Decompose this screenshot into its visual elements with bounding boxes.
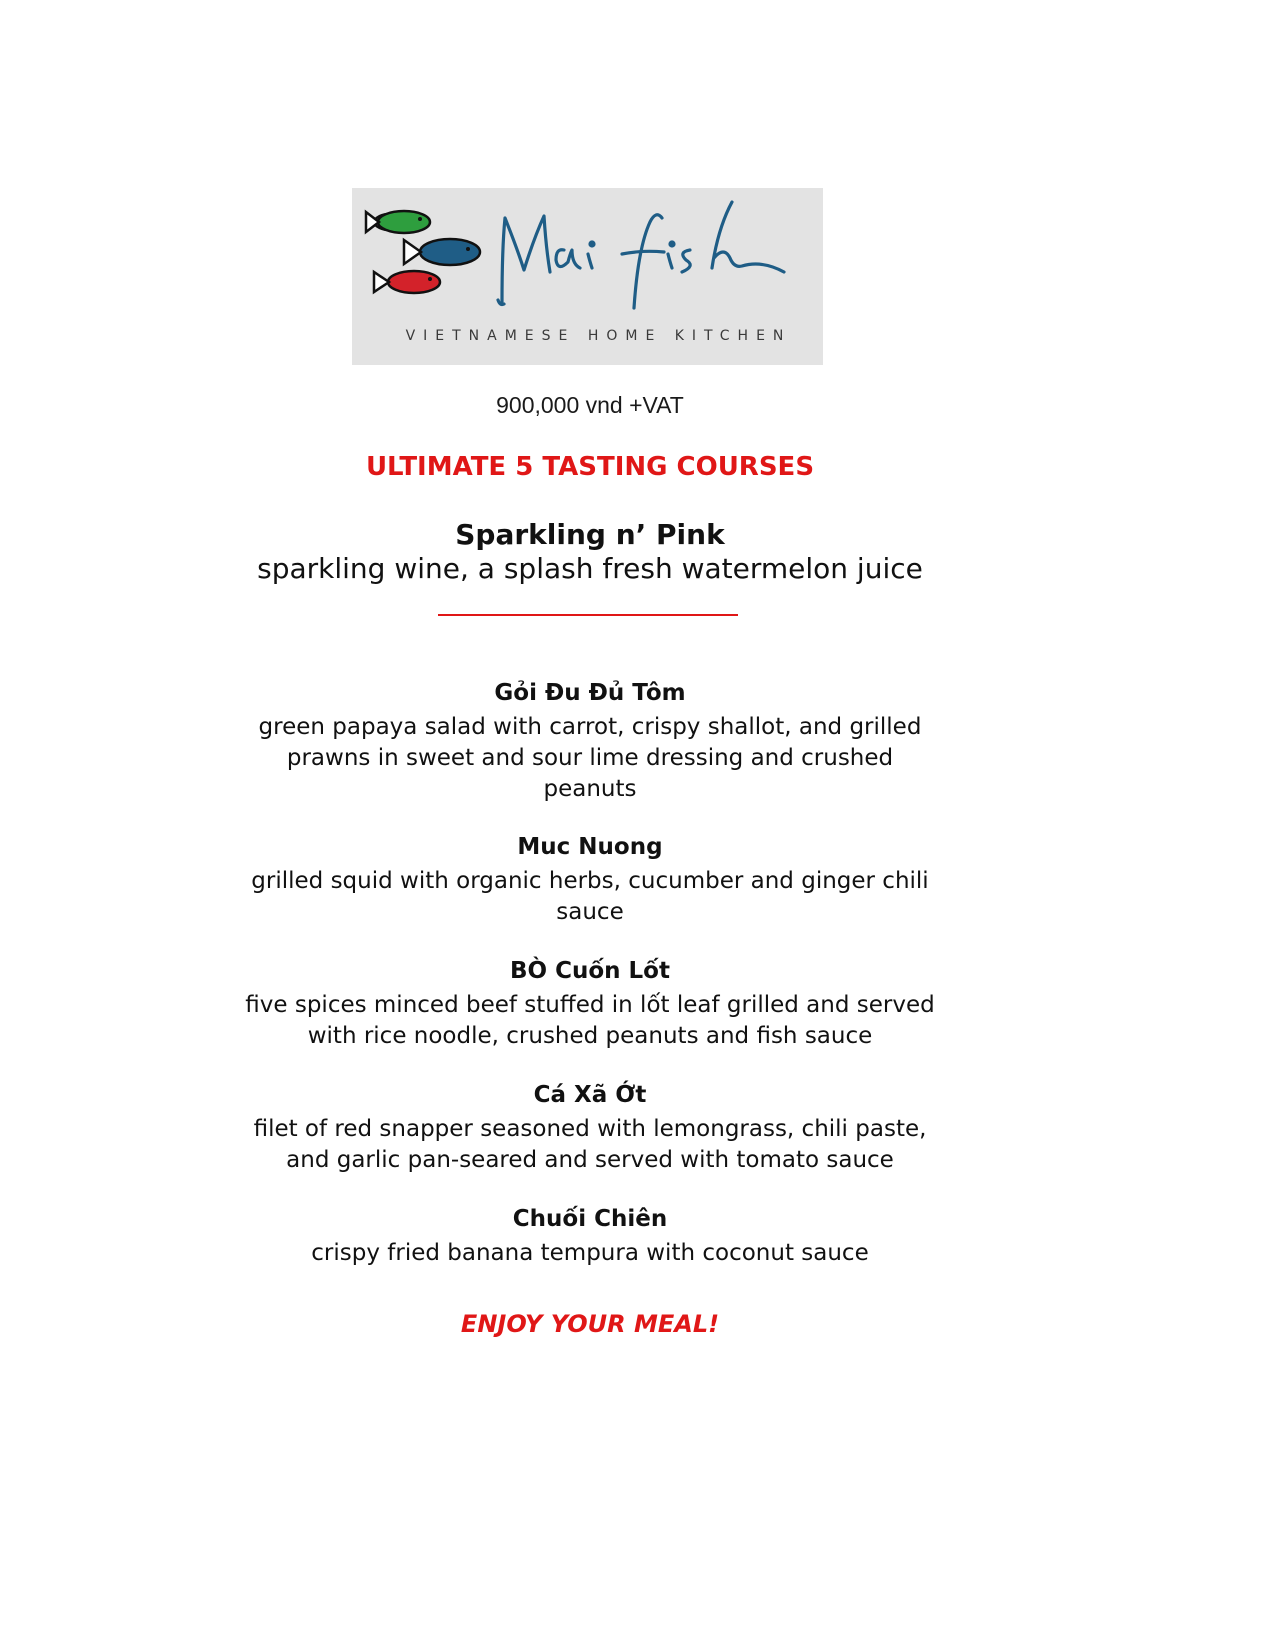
logo-artwork — [352, 188, 823, 328]
course-title: Chuối Chiên — [512, 1206, 668, 1232]
section-divider — [438, 614, 738, 616]
course-description-line: peanuts — [543, 776, 637, 802]
green-fish-icon — [366, 211, 430, 233]
brand-script — [498, 202, 784, 308]
course-description-line: with rice noodle, crushed peanuts and fish sauce — [307, 1023, 873, 1049]
course-title: BÒ Cuốn Lốt — [510, 958, 670, 984]
course-description-line: green papaya salad with carrot, crispy shallot, and grilled — [258, 714, 922, 740]
blue-fish-icon — [404, 239, 480, 265]
drink-title: Sparkling n’ Pink — [455, 518, 725, 551]
course-title: Cá Xã Ớt — [533, 1082, 647, 1108]
course-title: Gỏi Đu Đủ Tôm — [494, 680, 686, 706]
course-description-line: crispy fried banana tempura with coconut sauce — [311, 1240, 869, 1266]
logo-tagline: VIETNAMESE HOME KITCHEN — [405, 328, 792, 344]
restaurant-logo — [352, 188, 823, 365]
course-description — [0, 1238, 1180, 1269]
course-description-line: grilled squid with organic herbs, cucumber and ginger chili — [251, 868, 929, 894]
drink-description: sparkling wine, a splash fresh watermelon juice — [257, 552, 923, 585]
course-description-line: and garlic pan-seared and served with tomato sauce — [286, 1147, 894, 1173]
menu-headline: ULTIMATE 5 TASTING COURSES — [365, 452, 815, 482]
course-description — [0, 866, 1180, 928]
course-description — [0, 712, 1180, 805]
menu-price: 900,000 vnd +VAT — [496, 392, 684, 418]
course-description — [0, 990, 1180, 1052]
red-fish-icon — [374, 271, 440, 293]
course-description-line: five spices minced beef stuffed in lốt leaf grilled and served — [245, 992, 935, 1018]
closing-message: ENJOY YOUR MEAL! — [460, 1310, 720, 1338]
course-description-line: sauce — [556, 899, 624, 925]
course-title: Muc Nuong — [517, 834, 663, 860]
course-description-line: filet of red snapper seasoned with lemongrass, chili paste, — [253, 1116, 927, 1142]
course-description-line: prawns in sweet and sour lime dressing and crushed — [286, 745, 894, 771]
course-description — [0, 1114, 1180, 1176]
